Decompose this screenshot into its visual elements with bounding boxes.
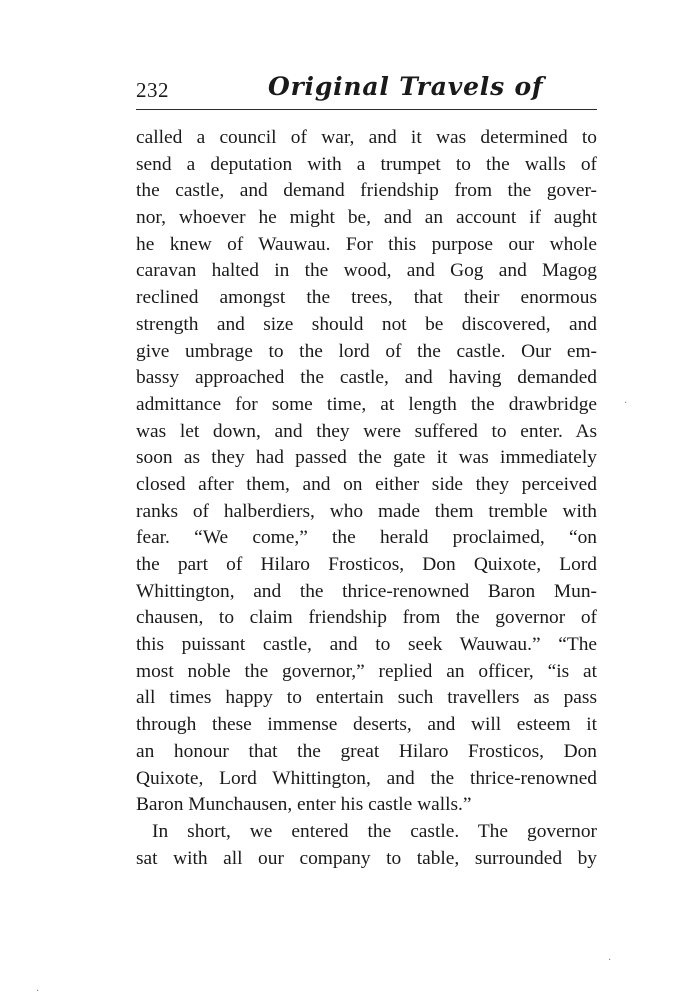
running-head — [136, 72, 596, 106]
text-line: caravan halted in the wood, and Gog and Magog — [136, 260, 597, 282]
text-line: send a deputation with a trumpet to the walls of — [136, 153, 597, 175]
text-line: closed after them, and on either side they perceived — [136, 473, 597, 495]
text-line: ranks of halberdiers, who made them tremble with — [136, 500, 597, 522]
text-line: soon as they had passed the gate it was immediately — [136, 447, 597, 469]
text-line: sat with all our company to table, surrounded by — [136, 847, 597, 869]
paper-speck: · — [624, 398, 628, 409]
text-line: called a council of war, and it was determined to — [136, 127, 597, 148]
page-number: 232 — [136, 78, 169, 102]
text-line: strength and size should not be discovered, and — [136, 313, 597, 335]
text-line: give umbrage to the lord of the castle. Our em- — [136, 340, 597, 362]
text-line: all times happy to entertain such travellers as pass — [136, 687, 597, 709]
running-title: Original Travels of — [268, 72, 544, 101]
text-line: the part of Hilaro Frosticos, Don Quixote, Lord — [136, 554, 597, 575]
text-line: chausen, to claim friendship from the governor of — [136, 607, 597, 629]
text-line: reclined amongst the trees, that their enormous — [136, 287, 597, 309]
header-rule — [136, 109, 597, 110]
paper-speck: · — [608, 955, 612, 966]
text-line: Whittington, and the thrice-renowned Baron Mun- — [136, 580, 597, 602]
text-line: Quixote, Lord Whittington, and the thrice-renowned — [136, 767, 597, 789]
text-line: was let down, and they were suffered to enter. As — [136, 420, 597, 442]
text-line: an honour that the great Hilaro Frosticos, Don — [136, 740, 597, 762]
paper-speck: · — [36, 986, 40, 997]
text-line: bassy approached the castle, and having demanded — [136, 367, 597, 389]
text-line: this puissant castle, and to seek Wauwau.” “The — [136, 634, 597, 656]
text-line: In short, we entered the castle. The governor — [152, 820, 597, 842]
text-line: nor, whoever he might be, and an account if aught — [136, 207, 597, 229]
body-text — [136, 125, 597, 872]
text-line: through these immense deserts, and will esteem it — [136, 714, 597, 736]
text-line: admittance for some time, at length the drawbridge — [136, 393, 597, 415]
text-line: Baron Munchausen, enter his castle walls.” — [136, 794, 472, 816]
text-line: fear. “We come,” the herald proclaimed, “on — [136, 527, 597, 549]
text-line: most noble the governor,” replied an officer, “is at — [136, 660, 597, 682]
text-line: the castle, and demand friendship from the gover- — [136, 180, 597, 202]
text-line: he knew of Wauwau. For this purpose our whole — [136, 233, 597, 255]
